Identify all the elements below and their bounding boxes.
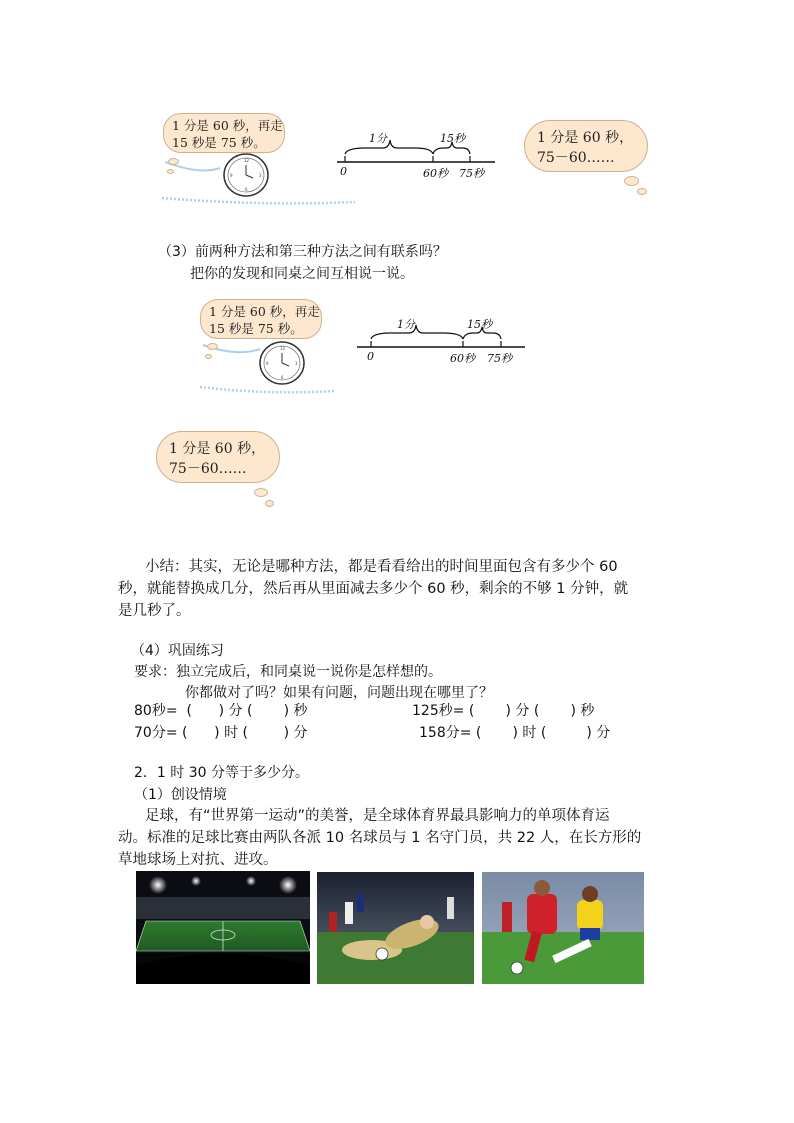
bubble-tail-dot [254, 488, 268, 497]
clock-icon [220, 151, 274, 199]
part-2-paragraph: 动。标准的足球比赛由两队各派 10 名球员与 1 名守门员，共 22 人，在长方形的 [118, 830, 642, 846]
section-4-title: （4）巩固练习 [131, 643, 224, 659]
number-line-tick-75: 75秒 [459, 167, 484, 180]
speech-bubble-subtract [156, 431, 280, 483]
summary-line: 秒，就能替换成几分，然后再从里面减去多少个 60 秒，剩余的不够 1 分钟，就 [118, 581, 629, 597]
svg-text:6: 6 [245, 187, 248, 192]
number-line-label-15s: 15秒 [467, 318, 492, 331]
section-3-question: （3）前两种方法和第三种方法之间有联系吗？ [158, 244, 447, 260]
section-4-requirement: 要求：独立完成后，和同桌说一说你是怎样想的。 [134, 664, 442, 680]
bubble-line: 1 分是 60 秒，再走 [172, 118, 283, 133]
bubble-tail-dot [205, 354, 212, 359]
part-2-subtitle: （1）创设情境 [134, 787, 227, 803]
summary-line: 小结：其实，无论是哪种方法，都是看看给出的时间里面包含有多少个 60 [145, 559, 618, 575]
bubble-tail-dot [265, 500, 274, 507]
exercise-80s: 80秒= ( ) 分 ( ) 秒 [134, 703, 308, 719]
bubble-tail-dot [624, 176, 639, 186]
number-line-label-1min: 1分 [397, 318, 415, 331]
svg-text:3: 3 [295, 361, 298, 366]
summary-line: 是几秒了。 [118, 603, 191, 619]
speech-bubble-subtract [524, 120, 648, 172]
number-line-tick-60: 60秒 [450, 352, 475, 365]
bubble-tail-dot [637, 188, 647, 195]
svg-text:12: 12 [244, 158, 250, 163]
svg-text:9: 9 [230, 173, 233, 178]
section-4-question: 你都做对了吗？如果有问题，问题出现在哪里了？ [185, 685, 493, 701]
bubble-line: 1 分是 60 秒，再走 [209, 304, 320, 319]
bubble-tail-dot [207, 343, 218, 350]
number-line-tick-0: 0 [340, 165, 347, 178]
section-3-instruction: 把你的发现和同桌之间互相说一说。 [190, 266, 414, 282]
bubble-line: 75－60…… [169, 461, 247, 477]
exercise-158min: 158分= ( ) 时 ( ) 分 [419, 725, 611, 741]
speech-bubble-clock [163, 113, 285, 153]
speech-bubble-clock [200, 299, 322, 339]
svg-text:12: 12 [280, 346, 286, 351]
exercise-125s: 125秒= ( ) 分 ( ) 秒 [412, 703, 595, 719]
bubble-line: 15 秒是 75 秒。 [172, 135, 266, 150]
stadium-photo [136, 871, 310, 984]
bubble-line: 15 秒是 75 秒。 [209, 321, 303, 336]
number-line-label-15s: 15秒 [440, 132, 465, 145]
exercise-70min: 70分= ( ) 时 ( ) 分 [134, 725, 308, 741]
players-tackle-photo [482, 872, 644, 984]
bubble-line: 1 分是 60 秒， [169, 441, 266, 457]
svg-text:9: 9 [266, 361, 269, 366]
svg-text:3: 3 [259, 173, 262, 178]
number-line-tick-60: 60秒 [423, 167, 448, 180]
bubble-line: 1 分是 60 秒， [537, 130, 634, 146]
bubble-tail-dot [168, 158, 179, 165]
bubble-tail-dot [167, 169, 174, 174]
goalkeeper-photo [317, 872, 474, 984]
number-line-tick-0: 0 [367, 350, 374, 363]
svg-text:6: 6 [281, 375, 284, 380]
number-line-tick-75: 75秒 [487, 352, 512, 365]
bubble-line: 75－60…… [537, 150, 615, 166]
clock-icon [256, 339, 310, 387]
part-2-paragraph: 草地球场上对抗、进攻。 [118, 852, 278, 868]
part-2-title: 2．1 时 30 分等于多少分。 [134, 765, 309, 781]
part-2-paragraph: 足球，有“世界第一运动”的美誉，是全球体育界最具影响力的单项体育运 [145, 808, 610, 824]
number-line-label-1min: 1分 [369, 132, 387, 145]
